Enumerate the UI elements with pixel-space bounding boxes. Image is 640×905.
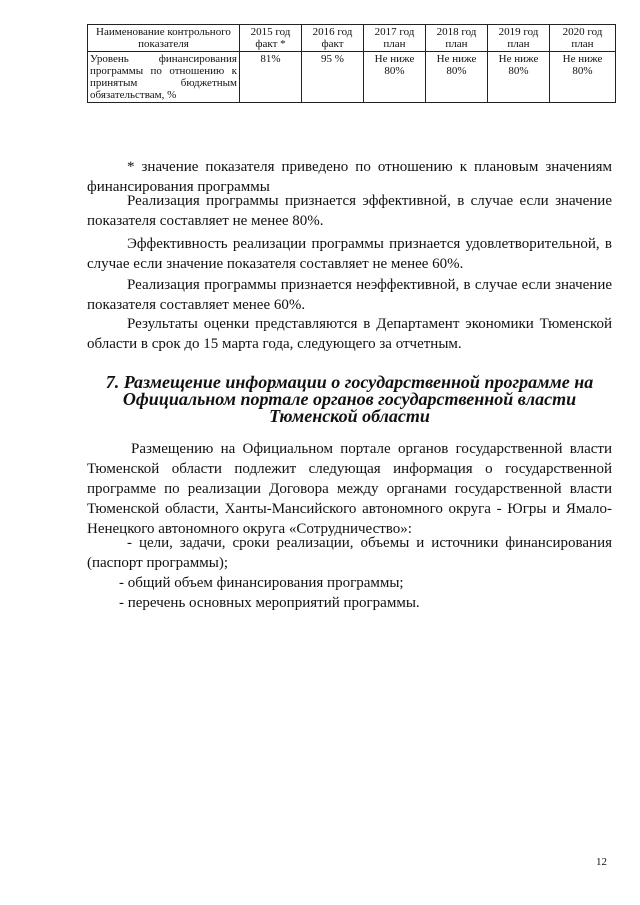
list-item: - перечень основных мероприятий программы. — [119, 595, 420, 611]
table-footnote: * значение показателя приведено по отношению к плановым значениям финансирования программы — [87, 159, 612, 195]
page-number: 12 — [596, 856, 607, 868]
table-header-cell: 2017 год план — [364, 25, 426, 52]
table-cell: Не ниже 80% — [488, 52, 550, 103]
section-title: 7. Размещение информации о государственной программе на Официальном портале органов государственной власти Тюменской области — [105, 372, 594, 426]
paragraph: Реализация программы признается эффективной, в случае если значение показателя составляет не менее 80%. — [87, 193, 612, 229]
paragraph: Эффективность реализации программы признается удовлетворительной, в случае если значение показателя составляет не менее 60%. — [87, 236, 612, 272]
table-cell: Не ниже 80% — [550, 52, 616, 103]
list-item: - общий объем финансирования программы; — [119, 575, 404, 591]
table-header-row — [88, 25, 616, 52]
indicators-table — [87, 24, 616, 103]
indicator-name-cell: Уровень финансирования программы по отношению к принятым бюджетным обязательствам, % — [88, 52, 240, 103]
table-header-cell: 2016 год факт — [302, 25, 364, 52]
table-cell: Не ниже 80% — [426, 52, 488, 103]
list-item: - цели, задачи, сроки реализации, объемы и источники финансирования (паспорт программы); — [87, 535, 612, 571]
table-header-cell: 2020 год план — [550, 25, 616, 52]
info-list — [87, 533, 612, 613]
paragraph: Реализация программы признается неэффективной, в случае если значение показателя составляет менее 60%. — [87, 277, 612, 313]
table-header-cell: Наименование контрольного показателя — [88, 25, 240, 52]
table-cell: 81% — [240, 52, 302, 103]
table-cell: Не ниже 80% — [364, 52, 426, 103]
table-header-cell: 2018 год план — [426, 25, 488, 52]
table-row — [88, 52, 616, 103]
table-header-cell: 2019 год план — [488, 25, 550, 52]
section-intro: Размещению на Официальном портале органов государственной власти Тюменской области подлежит следующая информация о государственной программе по реализации Договора между органами государственной власти Тюменской области, Ханты-Мансийского автономного округа - Югры и Ямало-Ненецкого автономного округа «Сотрудничество»: — [87, 441, 612, 537]
paragraph: Результаты оценки представляются в Департамент экономики Тюменской области в срок до 15 марта года, следующего за отчетным. — [87, 316, 612, 352]
table-cell: 95 % — [302, 52, 364, 103]
table-header-cell: 2015 год факт * — [240, 25, 302, 52]
